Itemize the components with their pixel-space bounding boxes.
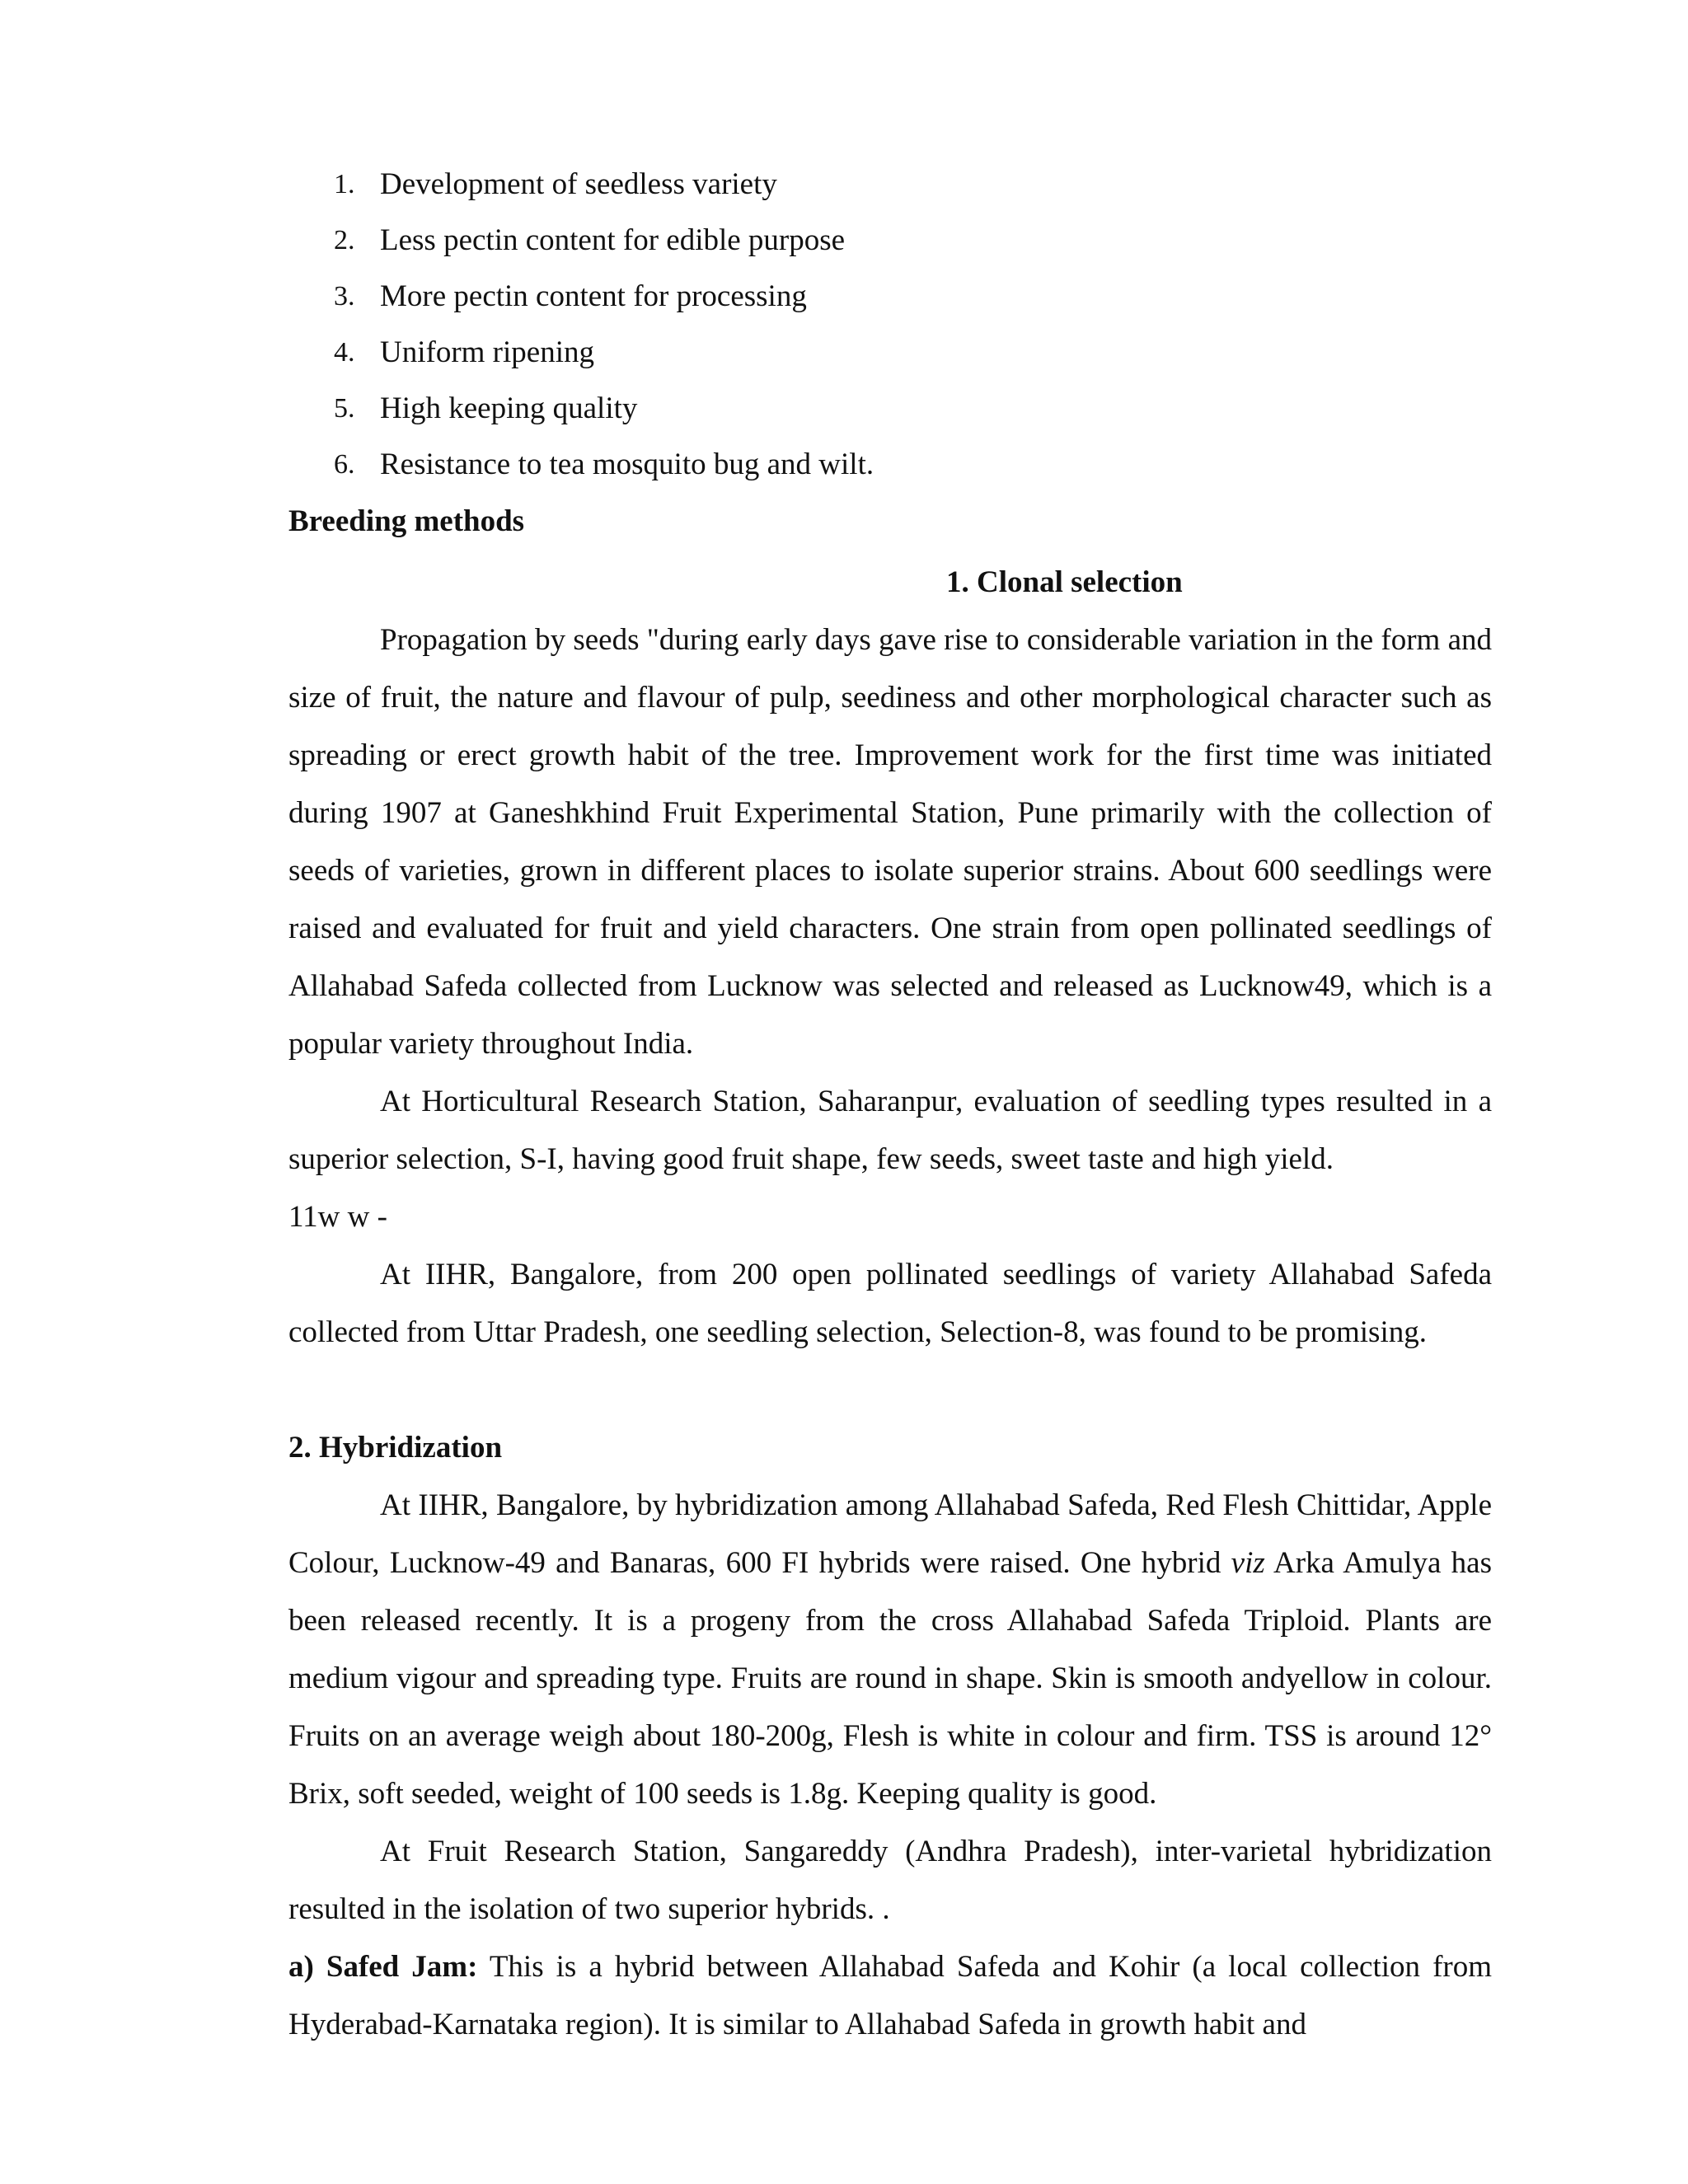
list-number: 3. — [334, 281, 355, 312]
safed-jam-paragraph — [288, 1938, 1492, 2054]
hybrid-paragraph-1 — [288, 1477, 1492, 1823]
list-text: Resistance to tea mosquito bug and wilt. — [380, 448, 874, 481]
objectives-list — [288, 157, 1492, 493]
clonal-paragraph-1: Propagation by seeds "during early days gave rise to considerable variation in the form and size of fruit, the nature and flavour of pulp, seediness and other morphological character such as spreading or erect growth habit of the tree. Improvement work for the first time was initiated during 1907 at Ganeshkhind Fruit Experimental Station, Pune primarily with the collection of seeds of varieties, grown in different places to isolate superior strains. About 600 seedlings were raised and evaluated for fruit and yield characters. One strain from open pollinated seedlings of Allahabad Safeda collected from Lucknow was selected and released as Lucknow49, which is a popular variety throughout India. — [288, 623, 1492, 1061]
hybrid-paragraph-1-part-a: At IIHR, Bangalore, by hybridization among Allahabad Safeda, Red Flesh Chittidar, Apple Colour, Lucknow-49 and Banaras, 600 FI hybrids were raised. One hybrid — [288, 1488, 1492, 1580]
list-number: 5. — [334, 393, 355, 424]
stray-text: 11w w - — [288, 1200, 387, 1234]
clonal-selection-heading: 1. Clonal selection — [946, 565, 1183, 599]
list-item — [288, 213, 1492, 269]
clonal-paragraph-2: At Horticultural Research Station, Saharanpur, evaluation of seedling types resulted in a superior selection, S-I, having good fruit shape, few seeds, sweet taste and high yield. — [288, 1085, 1492, 1176]
list-item — [288, 269, 1492, 325]
safed-jam-label: a) Safed Jam: — [288, 1950, 478, 1984]
list-text: Less pectin content for edible purpose — [380, 223, 846, 257]
list-number: 2. — [334, 225, 355, 255]
section-spacer — [288, 1361, 1492, 1419]
list-item — [288, 157, 1492, 213]
clonal-paragraph-3: At IIHR, Bangalore, from 200 open pollinated seedlings of variety Allahabad Safeda collected from Uttar Pradesh, one seedling selection, Selection-8, was found to be promising. — [288, 1258, 1492, 1349]
hybridization-heading: 2. Hybridization — [288, 1431, 503, 1465]
list-text: High keeping quality — [380, 391, 638, 425]
list-text: Uniform ripening — [380, 335, 594, 369]
hybrid-paragraph-2: At Fruit Research Station, Sangareddy (Andhra Pradesh), inter-varietal hybridization resulted in the isolation of two superior hybrids. . — [288, 1835, 1492, 1926]
list-number: 4. — [334, 337, 355, 368]
list-item — [288, 325, 1492, 381]
safed-jam-text: This is a hybrid between Allahabad Safeda and Kohir (a local collection from Hyderabad-Karnataka region). It is similar to Allahabad Safeda in growth habit and — [288, 1950, 1492, 2041]
list-item — [288, 437, 1492, 493]
list-item — [288, 381, 1492, 437]
viz-term: viz — [1231, 1546, 1265, 1580]
hybrid-paragraph-1-part-b: Arka Amulya has been released recently. It is a progeny from the cross Allahabad Safeda Triploid. Plants are medium vigour and spreading type. Fruits are round in shape. Skin is smooth andyellow in colour. Fruits on an average weigh about 180-200g, Flesh is white in colour and firm. TSS is around 12° Brix, soft seeded, weight of 100 seeds is 1.8g. Keeping quality is good. — [288, 1546, 1493, 1811]
breeding-methods-heading: Breeding methods — [288, 504, 525, 538]
list-text: Development of seedless variety — [380, 167, 777, 201]
document-content — [288, 157, 1492, 2054]
list-number: 6. — [334, 449, 355, 480]
list-number: 1. — [334, 169, 355, 199]
list-text: More pectin content for processing — [380, 279, 807, 313]
